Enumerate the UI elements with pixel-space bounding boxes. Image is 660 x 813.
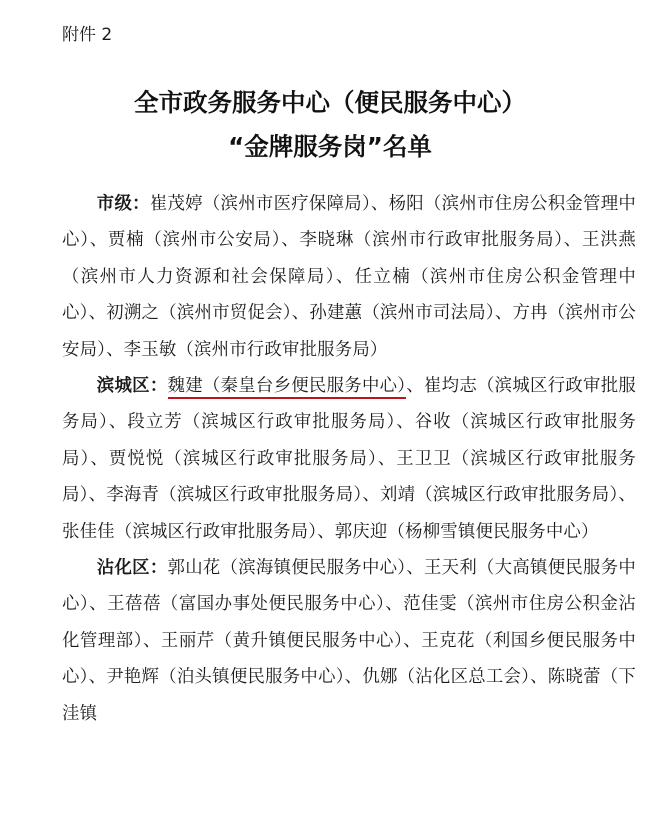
district-label: 滨城区：	[96, 376, 168, 397]
attachment-label: 附件 2	[62, 25, 113, 45]
highlighted-entry: 魏建（秦皇台乡便民服务中心）	[168, 376, 407, 399]
document-title-line-2: “金牌服务岗”名单	[228, 132, 432, 161]
document-title-line-1: 全市政务服务中心（便民服务中心）	[134, 88, 526, 117]
section-names: 、崔均志（滨城区行政审批服务局）、段立芳（滨城区行政审批服务局）、谷收（滨城区行政审批服务局）、贾悦悦（滨城区行政审批服务局）、王卫卫（滨城区行政审批服务局）、李海青（滨城区行政审批服务局）、刘靖（滨城区行政审批服务局）、张佳佳（滨城区行政审批服务局）、郭庆迎（杨柳雪镇便民服务中心）	[62, 376, 637, 542]
district-label: 沾化区：	[96, 558, 168, 579]
section-bincheng	[62, 368, 636, 550]
name-list-body	[62, 186, 636, 732]
section-zhanhua	[62, 550, 636, 732]
section-names: 郭山花（滨海镇便民服务中心）、王天利（大高镇便民服务中心）、王蓓蓓（富国办事处便民服务中心）、范佳雯（滨州市住房公积金沾化管理部）、王丽芹（黄升镇便民服务中心）、王克花（利国乡便民服务中心）、尹艳辉（泊头镇便民服务中心）、仇娜（沾化区总工会）、陈晓蕾（下洼镇	[62, 558, 636, 724]
district-label: 市级：	[96, 194, 150, 214]
section-city-level	[62, 186, 636, 368]
section-names: 崔茂婷（滨州市医疗保障局）、杨阳（滨州市住房公积金管理中心）、贾楠（滨州市公安局）、李晓琳（滨州市行政审批服务局）、王洪燕（滨州市人力资源和社会保障局）、任立楠（滨州市住房公积金管理中心）、初溯之（滨州市贸促会）、孙建蕙（滨州市司法局）、方冉（滨州市公安局）、李玉敏（滨州市行政审批服务局）	[62, 194, 636, 360]
